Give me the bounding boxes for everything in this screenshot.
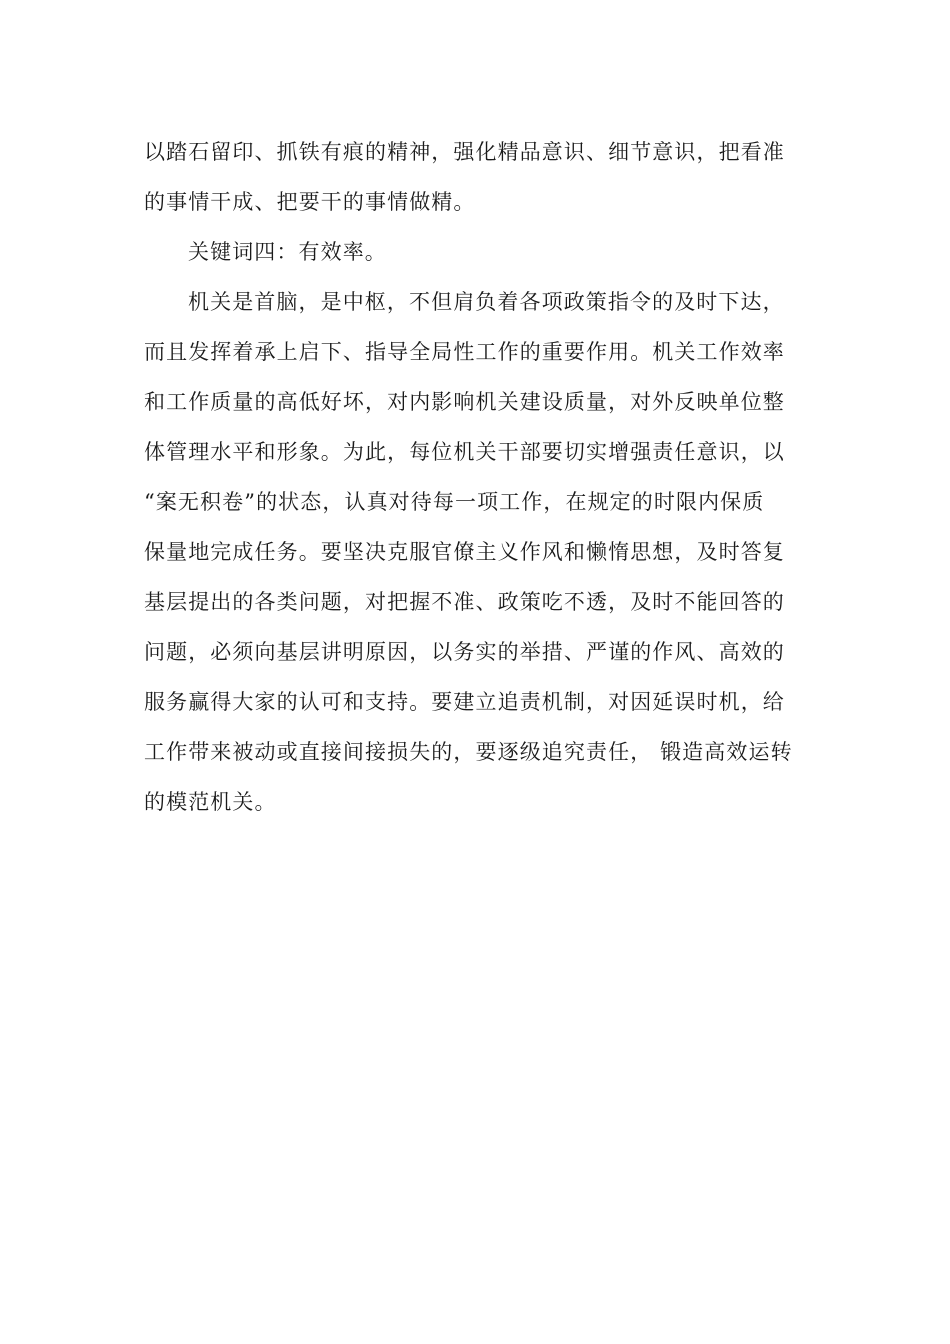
text-line: 基层提出的各类问题，对把握不准、政策吃不透，及时不能回答的 bbox=[144, 590, 785, 614]
text-line: 工作带来被动或直接间接损失的，要逐级追究责任， 锻造高效运转 bbox=[144, 740, 793, 764]
text-line: 的事情干成、把要干的事情做精。 bbox=[144, 190, 476, 214]
text-line: 的模范机关。 bbox=[144, 790, 277, 814]
text-line: 问题，必须向基层讲明原因，以务实的举措、严谨的作风、高效的 bbox=[144, 640, 785, 664]
text-line: 服务赢得大家的认可和支持。要建立追责机制，对因延误时机，给 bbox=[144, 690, 785, 714]
text-line: 以踏石留印、抓铁有痕的精神，强化精品意识、细节意识，把看准 bbox=[144, 140, 785, 164]
text-line: 体管理水平和形象。为此，每位机关干部要切实增强责任意识，以 bbox=[144, 440, 785, 464]
text-line: 保量地完成任务。要坚决克服官僚主义作风和懒惰思想，及时答复 bbox=[144, 540, 785, 564]
text-line: 而且发挥着承上启下、指导全局性工作的重要作用。机关工作效率 bbox=[144, 340, 785, 364]
section-heading: 关键词四：有效率。 bbox=[188, 240, 387, 264]
text-line: 和工作质量的高低好坏，对内影响机关建设质量，对外反映单位整 bbox=[144, 390, 785, 414]
body-text bbox=[144, 127, 806, 827]
text-line: “案无积卷”的状态，认真对待每一项工作，在规定的时限内保质 bbox=[144, 490, 765, 514]
text-line: 机关是首脑，是中枢，不但肩负着各项政策指令的及时下达， bbox=[188, 290, 785, 314]
